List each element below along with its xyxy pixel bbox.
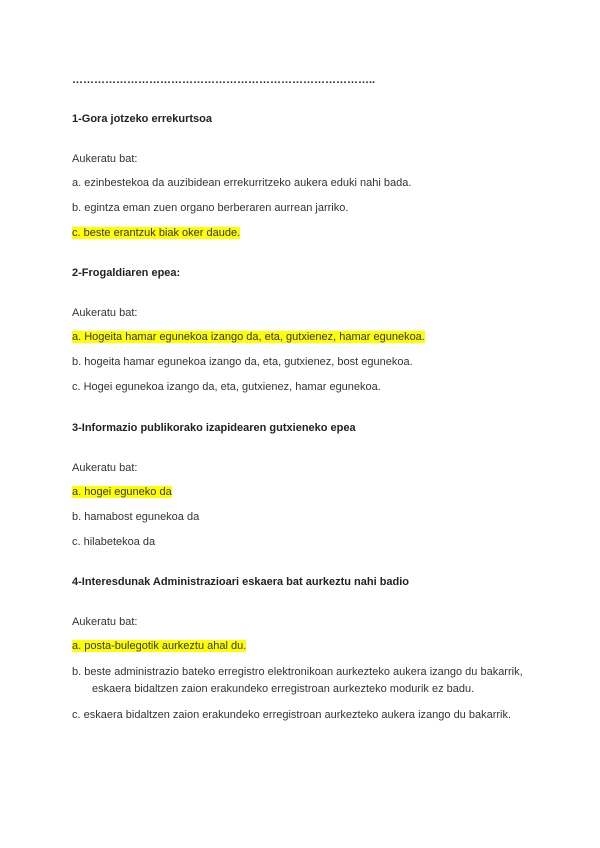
option-text: c. beste erantzuk biak oker daude. — [72, 227, 241, 239]
option-text: a. posta-bulegotik aurkeztu ahal du. — [72, 640, 247, 652]
option-b: b. beste administrazio bateko erregistro elektronikoan aurkezteko aukera izango du bakarrik, eskaera bidaltzen zaion erakundeko erregistroan aurkezteko modurik ez badu. — [72, 666, 523, 695]
option-c — [72, 535, 532, 550]
option-text: b. hamabost egunekoa da — [72, 511, 200, 523]
option-text: a. Hogeita hamar egunekoa izango da, eta, gutxienez, hamar egunekoa. — [72, 331, 425, 343]
question-block-4 — [72, 575, 532, 724]
question-title: 3-Informazio publikorako izapidearen gutxieneko epea — [72, 422, 356, 434]
option-a-highlighted — [72, 485, 532, 500]
option-text: c. Hogei egunekoa izango da, eta, gutxienez, hamar egunekoa. — [72, 381, 381, 393]
prompt-label: Aukeratu bat: — [72, 616, 138, 628]
prompt-label: Aukeratu bat: — [72, 153, 138, 165]
option-a — [72, 176, 532, 191]
option-text: b. egintza eman zuen organo berberaren aurrean jarriko. — [72, 202, 349, 214]
option-text: a. hogei eguneko da — [72, 486, 172, 498]
option-c — [72, 380, 532, 395]
prompt-label: Aukeratu bat: — [72, 307, 138, 319]
question-title: 2-Frogaldiaren epea: — [72, 267, 181, 279]
option-b — [72, 201, 532, 216]
option-text: a. ezinbestekoa da auzibidean errekurritzeko aukera eduki nahi bada. — [72, 177, 412, 189]
question-title: 1-Gora jotzeko errekurtsoa — [72, 113, 212, 125]
option-b — [72, 355, 532, 370]
prompt-label: Aukeratu bat: — [72, 462, 138, 474]
question-block-1 — [72, 112, 532, 241]
question-block-3 — [72, 421, 532, 550]
option-c-highlighted — [72, 226, 532, 241]
option-a-highlighted — [72, 639, 532, 654]
option-b — [72, 510, 532, 525]
question-title: 4-Interesdunak Administrazioari eskaera bat aurkeztu nahi badio — [72, 576, 410, 588]
question-block-2 — [72, 266, 532, 395]
option-c: c. eskaera bidaltzen zaion erakundeko erregistroan aurkezteko aukera izango du bakarrik. — [72, 709, 512, 721]
option-text: c. hilabetekoa da — [72, 536, 156, 548]
option-a-highlighted — [72, 330, 532, 345]
separator-line: ……………………………………………………………………….. — [72, 74, 376, 86]
option-text: b. hogeita hamar egunekoa izango da, eta, gutxienez, bost egunekoa. — [72, 356, 413, 368]
